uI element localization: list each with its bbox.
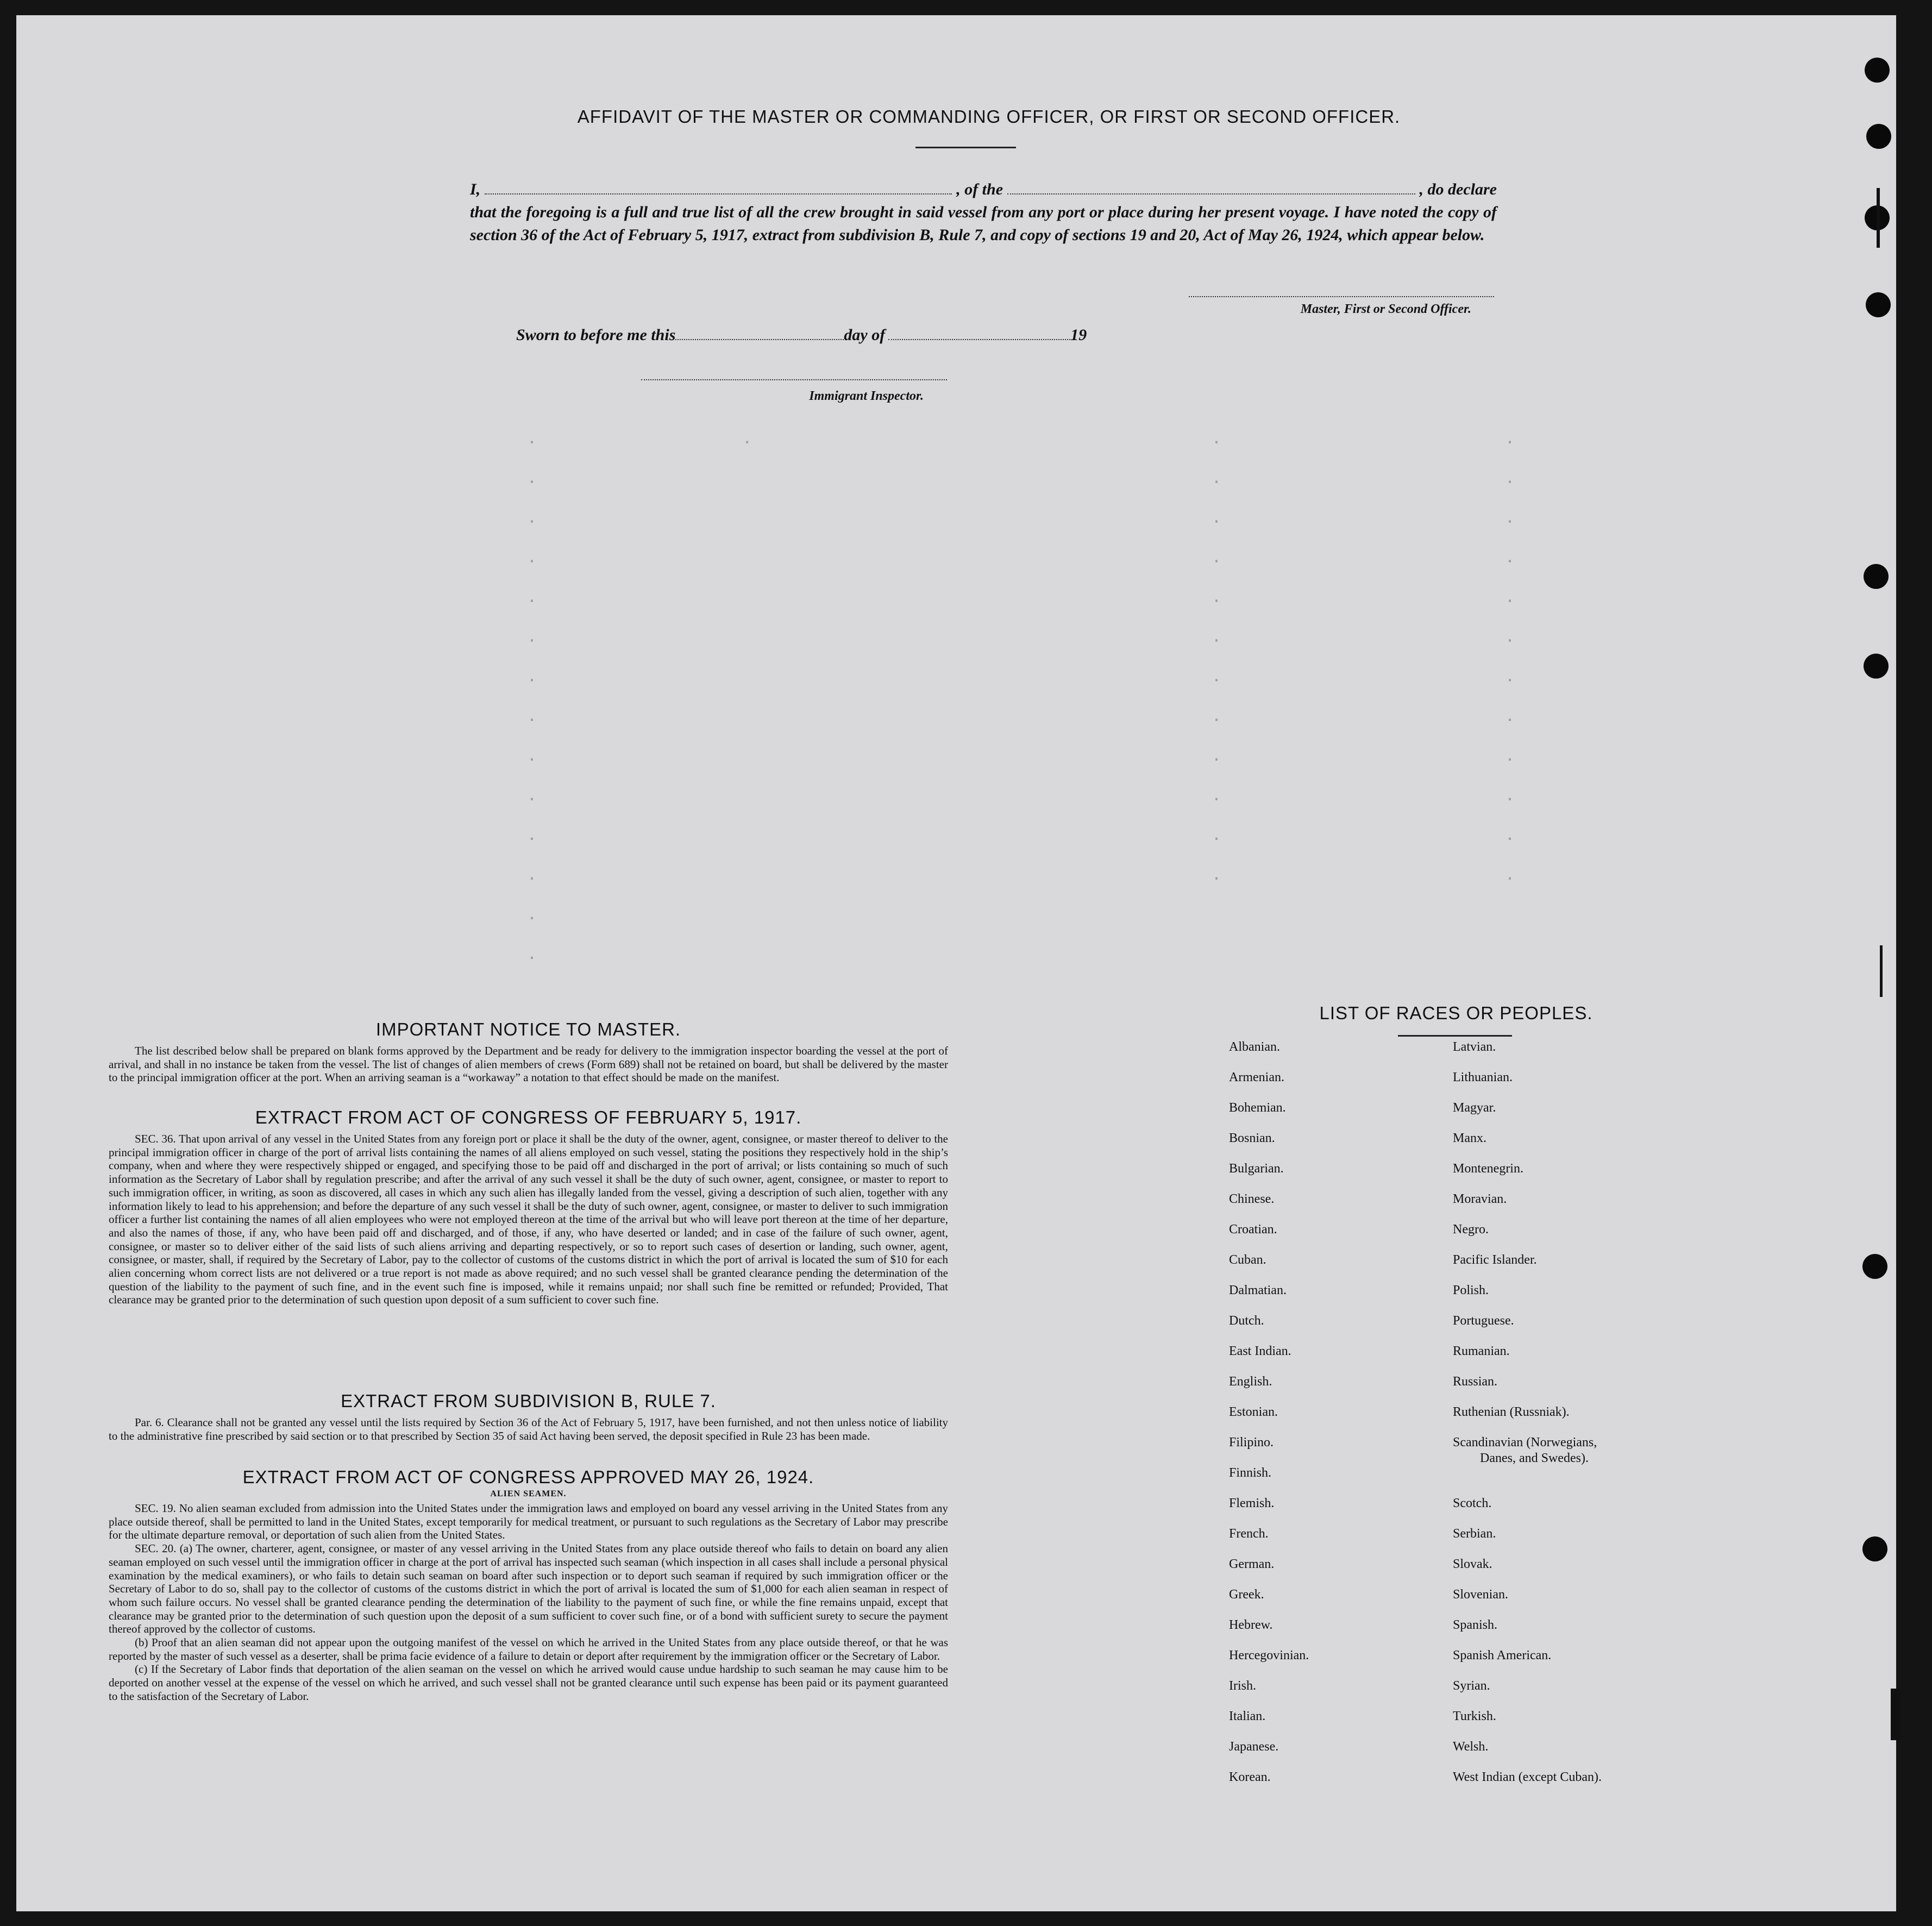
affidavit-statement [470, 178, 1497, 247]
race-item: Bulgarian. [1229, 1162, 1284, 1176]
race-item: Albanian. [1229, 1040, 1280, 1054]
extract-1917-title: EXTRACT FROM ACT OF CONGRESS OF FEBRUARY 5, 1917. [255, 1107, 802, 1127]
title-rule [915, 147, 1016, 148]
day-blank[interactable] [675, 327, 844, 340]
race-item: Spanish American. [1453, 1648, 1552, 1662]
do-declare-label: , do declare [1419, 180, 1497, 198]
affidavit-body: that the foregoing is a full and true list of all the crew brought in said vessel from any port or place during her present voyage. I have noted the copy of section 36 of the Act of February 5, 1917, extract from subdivision B, Rule 7, and copy of sections 19 and 20, Act of May 26, 1924, which appear below. [470, 203, 1497, 244]
races-title-rule [1398, 1035, 1512, 1037]
bleed-through-marks: . . . . . . . . . . . . [1505, 430, 1515, 885]
race-item: Serbian. [1453, 1527, 1496, 1541]
race-item: Hebrew. [1229, 1618, 1273, 1632]
race-item: Turkish. [1453, 1709, 1496, 1723]
race-item: Dalmatian. [1229, 1283, 1287, 1297]
race-item: Finnish. [1229, 1466, 1272, 1480]
race-item: Ruthenian (Russniak). [1453, 1405, 1570, 1419]
affidavit-title: AFFIDAVIT OF THE MASTER OR COMMANDING OFFICER, OR FIRST OR SECOND OFFICER. [577, 106, 1401, 127]
race-item: Cuban. [1229, 1253, 1266, 1267]
notice-paragraph: The list described below shall be prepared on blank forms approved by the Department and be ready for delivery to the immigration inspector boarding the vessel at the port of arrival, and shall in no instance be taken from the vessel. The list of changes of alien members of crews (Form 689) shall not be retained on board, but shall be delivered by the master to the principal immigration officer at the port. When an arriving seaman is a “workaway” a notation to that effect should be made on the manifest. [109, 1044, 948, 1084]
inspector-signature-line[interactable] [641, 379, 947, 380]
race-item: Lithuanian. [1453, 1070, 1513, 1084]
race-item: Croatian. [1229, 1222, 1277, 1237]
race-item: Scandinavian (Norwegians, [1453, 1435, 1597, 1450]
sworn-prefix: Sworn to before me this [516, 326, 676, 344]
race-item: Italian. [1229, 1709, 1266, 1723]
race-item: Russian. [1453, 1375, 1498, 1389]
race-item: Korean. [1229, 1770, 1271, 1784]
section-20b-paragraph: (b) Proof that an alien seaman did not appear upon the outgoing manifest of the vessel on which he arrived in the United States from any place outside thereof, or that he was reported by the master of such vessel as a deserter, shall be prima facie evidence of a failure to detain or deport after requirement by the immigration officer or the Secretary of Labor. [109, 1636, 948, 1662]
section-20c-paragraph: (c) If the Secretary of Labor finds that deportation of the alien seaman on the vessel on which he arrived would cause undue hardship to such seaman he may cause him to be deported on another vessel at the expense of the vessel on which he arrived, and such vessel shall not be granted clearance until such expense has been paid or its payment guaranteed to the satisfaction of the Secretary of Labor. [109, 1662, 948, 1703]
vessel-blank[interactable] [1007, 179, 1415, 195]
of-the-label: , of the [956, 180, 1003, 198]
binder-hole [1866, 292, 1891, 317]
binder-hole [1864, 564, 1889, 589]
sworn-line [516, 326, 1087, 344]
race-item: English. [1229, 1375, 1272, 1389]
race-item: Bosnian. [1229, 1131, 1275, 1145]
race-item: Estonian. [1229, 1405, 1278, 1419]
section-36-paragraph: SEC. 36. That upon arrival of any vessel in the United States from any foreign port or place it shall be the duty of the owner, agent, consignee, or master thereof to deliver to the principal immigration officer in charge of the port of arrival lists containing the names of all aliens employed on such vessel, stating the positions they respectively hold in the ship’s company, when and where they were respectively shipped or engaged, and specifying those to be paid off and discharged in the port of arrival; or lists containing so much of such information as the Secretary of Labor shall by regulation prescribe; and after the arrival of any such vessel it shall be the duty of such owner, agent, consignee, or master to report to such immigration officer, in writing, as soon as discovered, all cases in which any such alien has illegally landed from the vessel, giving a description of such alien, together with any information likely to lead to his apprehension; and before the departure of any such vessel it shall be the duty of such owner, agent, consignee, or master to deliver to such immigration officer a further list containing the names of all alien employees who were not employed thereon at the time of the arrival but who will leave port thereon at the time of her departure, and also the names of those, if any, who have been paid off and discharged, and of those, if any, who have deserted or landed; and in case of the failure of such owner, agent, consignee, or master so to deliver either of the said lists of such aliens arriving and departing respectively, or so to report such cases of desertion or landing, such owner, agent, consignee, or master, shall, if required by the Secretary of Labor, pay to the collector of customs of the customs district in which the port of arrival is located the sum of $10 for each alien concerning whom correct lists are not delivered or a true report is not made as above required; and no such vessel shall be granted clearance pending the determination of the question of the liability to the payment of such fine, and in the event such fine is imposed, while it remains unpaid; nor shall such fine be remitted or refunded; Provided, That clearance may be granted prior to the determination of such question upon deposit of a sum sufficient to cover such fine. [109, 1132, 948, 1307]
name-blank[interactable] [485, 179, 952, 195]
race-item: Japanese. [1229, 1740, 1279, 1754]
race-item: Dutch. [1229, 1314, 1264, 1328]
race-item: Hercegovinian. [1229, 1648, 1309, 1662]
month-blank[interactable] [888, 327, 1070, 340]
paragraph-6: Par. 6. Clearance shall not be granted any vessel until the lists required by Section 36 of the Act of February 5, 1917, have been furnished, and not then unless notice of liability to the administrative fine prescribed by said section or to that prescribed by Section 35 of said Act having been served, the deposit specified in Rule 23 has been made. [109, 1416, 948, 1442]
binder-hole [1864, 654, 1889, 679]
race-item: East Indian. [1229, 1344, 1291, 1358]
race-item: Portuguese. [1453, 1314, 1514, 1328]
race-item: Polish. [1453, 1283, 1489, 1297]
extract-1924-title: EXTRACT FROM ACT OF CONGRESS APPROVED MAY 26, 1924. [242, 1467, 814, 1487]
race-item: Slovak. [1453, 1557, 1492, 1571]
race-item: German. [1229, 1557, 1275, 1571]
race-item: French. [1229, 1527, 1269, 1541]
master-signature-label: Master, First or Second Officer. [1300, 302, 1471, 316]
binder-hole [1862, 1536, 1887, 1561]
master-signature-line[interactable] [1189, 296, 1494, 297]
race-item: Magyar. [1453, 1101, 1496, 1115]
race-item: Flemish. [1229, 1496, 1275, 1510]
scan-mark [1877, 188, 1880, 248]
race-item: Armenian. [1229, 1070, 1284, 1084]
section-20a-paragraph: SEC. 20. (a) The owner, charterer, agent, consignee, or master of any vessel arriving in the United States from any place outside thereof who fails to detain on board any alien seaman employed on such vessel until the immigration officer in charge at the port of arrival has inspected such seaman (which inspection in all cases shall include a personal physical examination by the medical examiners), or who fails to detain such seaman on board after such inspection or to deport such seaman if required by such immigration officer or the Secretary of Labor to do so, shall pay to the collector of customs of the customs district in which the port of arrival is located the sum of $1,000 for each alien seaman in respect of whom such failure occurs. No vessel shall be granted clearance pending the determination of the liability to the payment of such fine, or while the fine remains unpaid, except that clearance may be granted prior to the determination of such question upon the deposit of a sum sufficient to cover such fine, or of a bond with sufficient surety to secure the payment thereof approved by the collector of customs. [109, 1542, 948, 1636]
race-item: Moravian. [1453, 1192, 1507, 1206]
race-item: Manx. [1453, 1131, 1486, 1145]
race-item: West Indian (except Cuban). [1453, 1770, 1602, 1784]
i-label: I, [470, 180, 481, 198]
extract-1924-text [109, 1502, 948, 1703]
notice-title: IMPORTANT NOTICE TO MASTER. [375, 1019, 681, 1039]
race-item: Spanish. [1453, 1618, 1498, 1632]
race-item: Danes, and Swedes). [1480, 1451, 1589, 1465]
race-item: Filipino. [1229, 1435, 1274, 1450]
bleed-through-marks: . . . . . . . . . . . . . . . [527, 430, 752, 964]
notice-text [109, 1044, 948, 1084]
race-item: Welsh. [1453, 1740, 1489, 1754]
extract-rule7-text [109, 1416, 948, 1442]
race-item: Syrian. [1453, 1679, 1490, 1693]
race-item: Rumanian. [1453, 1344, 1510, 1358]
race-item: Slovenian. [1453, 1588, 1508, 1602]
races-title: LIST OF RACES OR PEOPLES. [1319, 1003, 1593, 1023]
section-19-paragraph: SEC. 19. No alien seaman excluded from admission into the United States under the immigration laws and employed on board any vessel arriving in the United States from any place outside thereof, shall be permitted to land in the United States, except temporarily for medical treatment, or pursuant to such regulations as the Secretary of Labor may prescribe for the ultimate departure removal, or deportation of such alien from the United States. [109, 1502, 948, 1542]
form-sheet [16, 15, 1896, 1911]
race-item: Scotch. [1453, 1496, 1492, 1510]
binder-hole [1865, 58, 1890, 83]
race-item: Montenegrin. [1453, 1162, 1523, 1176]
race-item: Bohemian. [1229, 1101, 1286, 1115]
race-item: Greek. [1229, 1588, 1264, 1602]
extract-rule7-title: EXTRACT FROM SUBDIVISION B, RULE 7. [341, 1391, 716, 1411]
race-item: Pacific Islander. [1453, 1253, 1537, 1267]
scan-mark [1880, 945, 1883, 997]
extract-1917-text [109, 1132, 948, 1307]
scan-mark [1891, 1689, 1900, 1740]
binder-hole [1862, 1254, 1887, 1279]
year-prefix: 19 [1070, 326, 1087, 344]
day-of-label: day of [844, 326, 886, 344]
race-item: Chinese. [1229, 1192, 1275, 1206]
race-item: Negro. [1453, 1222, 1489, 1237]
binder-hole [1866, 124, 1891, 149]
race-item: Latvian. [1453, 1040, 1496, 1054]
inspector-label: Immigrant Inspector. [809, 389, 924, 403]
alien-seamen-subtitle: ALIEN SEAMEN. [490, 1489, 567, 1498]
bleed-through-marks: . . . . . . . . . . . . [1212, 430, 1222, 885]
race-item: Irish. [1229, 1679, 1256, 1693]
